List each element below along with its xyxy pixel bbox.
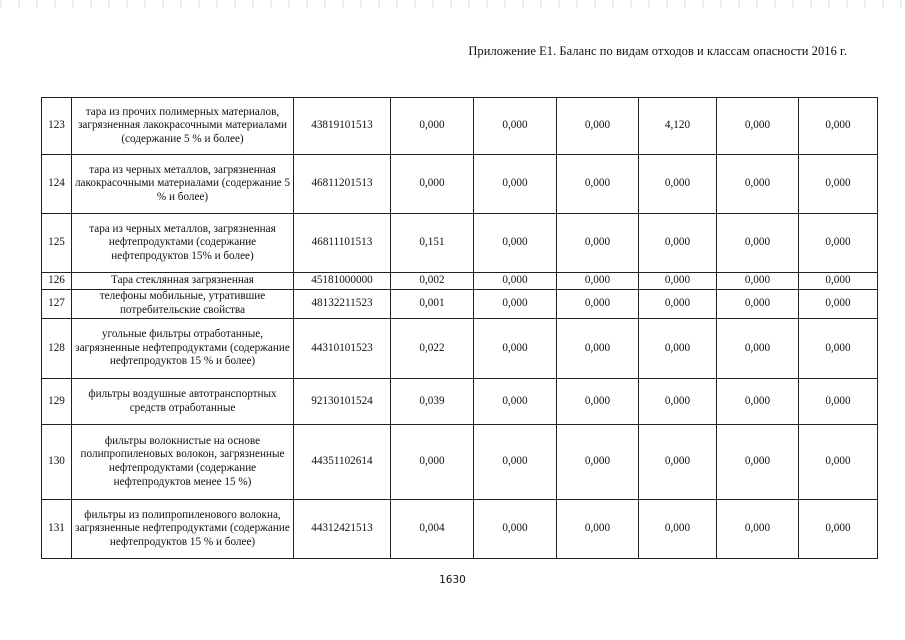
value-cell: 0,000 [639,273,717,290]
value-cell: 0,000 [639,379,717,425]
waste-name-cell: телефоны мобильные, утратившие потребительские свойства [72,290,294,319]
value-cell: 4,120 [639,98,717,155]
value-cell: 0,000 [557,155,639,214]
waste-code-cell: 92130101524 [294,379,391,425]
value-cell: 0,151 [391,214,474,273]
table-body [42,98,878,559]
value-cell: 0,000 [799,500,878,559]
value-cell: 0,000 [799,98,878,155]
value-cell: 0,000 [717,319,799,379]
value-cell: 0,002 [391,273,474,290]
value-cell: 0,000 [474,290,557,319]
waste-name-cell: угольные фильтры отработанные, загрязненные нефтепродуктами (содержание нефтепродуктов 15 % и более) [72,319,294,379]
table-row [42,155,878,214]
waste-code-cell: 43819101513 [294,98,391,155]
value-cell: 0,000 [474,379,557,425]
waste-code-cell: 48132211523 [294,290,391,319]
value-cell: 0,000 [799,319,878,379]
value-cell: 0,000 [391,425,474,500]
value-cell: 0,000 [639,155,717,214]
value-cell: 0,000 [639,290,717,319]
value-cell: 0,000 [391,98,474,155]
value-cell: 0,000 [557,214,639,273]
value-cell: 0,000 [474,425,557,500]
page-number: 1630 [439,574,466,586]
table-row [42,425,878,500]
table-row [42,273,878,290]
waste-name-cell: Тара стеклянная загрязненная [72,273,294,290]
table-row [42,214,878,273]
value-cell: 0,000 [474,500,557,559]
value-cell: 0,000 [799,290,878,319]
value-cell: 0,000 [474,214,557,273]
waste-code-cell: 44312421513 [294,500,391,559]
table-row [42,379,878,425]
row-number-cell: 131 [42,500,72,559]
value-cell: 0,000 [639,425,717,500]
value-cell: 0,000 [557,273,639,290]
row-number-cell: 125 [42,214,72,273]
value-cell: 0,000 [639,214,717,273]
row-number-cell: 123 [42,98,72,155]
row-number-cell: 124 [42,155,72,214]
value-cell: 0,000 [799,425,878,500]
page-caption: Приложение Е1. Баланс по видам отходов и классам опасности 2016 г. [468,44,847,58]
value-cell: 0,000 [799,273,878,290]
value-cell: 0,000 [717,273,799,290]
value-cell: 0,000 [717,155,799,214]
table-row [42,98,878,155]
table-row [42,290,878,319]
value-cell: 0,000 [717,425,799,500]
value-cell: 0,000 [799,379,878,425]
value-cell: 0,000 [557,290,639,319]
value-cell: 0,000 [717,98,799,155]
waste-code-cell: 44310101523 [294,319,391,379]
row-number-cell: 128 [42,319,72,379]
waste-balance-table [41,97,878,559]
value-cell: 0,000 [474,98,557,155]
waste-name-cell: тара из прочих полимерных материалов, загрязненная лакокрасочными материалами (содержание 5 % и более) [72,98,294,155]
value-cell: 0,000 [717,379,799,425]
waste-name-cell: тара из черных металлов, загрязненная лакокрасочными материалами (содержание 5 % и более) [72,155,294,214]
row-number-cell: 130 [42,425,72,500]
value-cell: 0,000 [717,500,799,559]
value-cell: 0,000 [639,500,717,559]
value-cell: 0,000 [639,319,717,379]
value-cell: 0,039 [391,379,474,425]
waste-name-cell: фильтры из полипропиленового волокна, загрязненные нефтепродуктами (содержание нефтепродуктов 15 % и более) [72,500,294,559]
waste-code-cell: 44351102614 [294,425,391,500]
table-row [42,500,878,559]
value-cell: 0,000 [717,214,799,273]
value-cell: 0,001 [391,290,474,319]
value-cell: 0,000 [474,319,557,379]
value-cell: 0,000 [474,155,557,214]
scan-edge-artifact [0,0,905,8]
value-cell: 0,000 [557,425,639,500]
value-cell: 0,000 [799,214,878,273]
value-cell: 0,000 [557,500,639,559]
value-cell: 0,000 [557,319,639,379]
value-cell: 0,000 [391,155,474,214]
waste-code-cell: 46811201513 [294,155,391,214]
row-number-cell: 127 [42,290,72,319]
value-cell: 0,000 [799,155,878,214]
value-cell: 0,000 [557,98,639,155]
waste-name-cell: тара из черных металлов, загрязненная нефтепродуктами (содержание нефтепродуктов 15% и более) [72,214,294,273]
table-row [42,319,878,379]
value-cell: 0,000 [717,290,799,319]
waste-code-cell: 46811101513 [294,214,391,273]
row-number-cell: 126 [42,273,72,290]
value-cell: 0,000 [474,273,557,290]
waste-name-cell: фильтры волокнистые на основе полипропиленовых волокон, загрязненные нефтепродуктами (содержание нефтепродуктов менее 15 %) [72,425,294,500]
value-cell: 0,000 [557,379,639,425]
value-cell: 0,004 [391,500,474,559]
waste-name-cell: фильтры воздушные автотранспортных средств отработанные [72,379,294,425]
waste-code-cell: 45181000000 [294,273,391,290]
row-number-cell: 129 [42,379,72,425]
value-cell: 0,022 [391,319,474,379]
